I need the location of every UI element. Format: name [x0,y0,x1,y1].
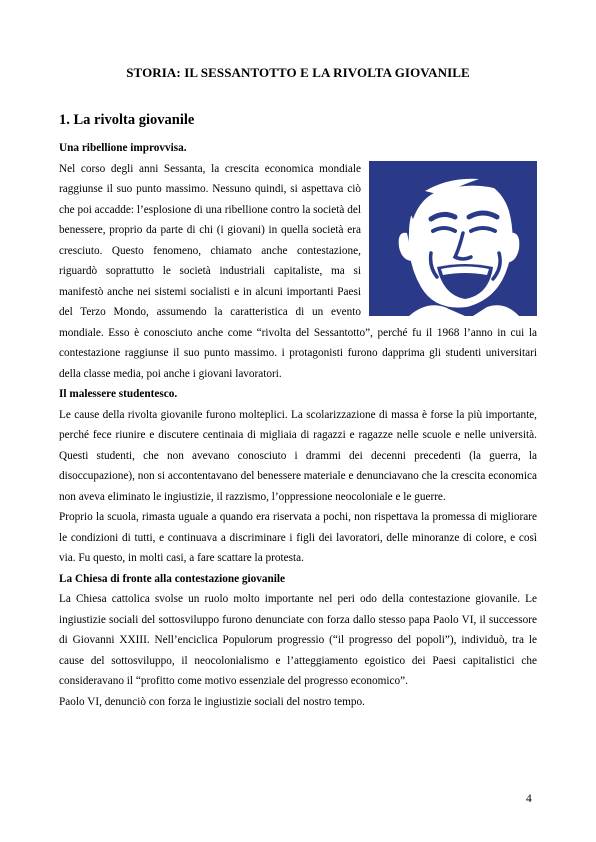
page-title: STORIA: IL SESSANTOTTO E LA RIVOLTA GIOVANILE [126,65,470,80]
portrait-illustration [369,161,537,316]
paragraph-malessere-1: Le cause della rivolta giovanile furono molteplici. La scolarizzazione di massa è forse la più importante, perché fece riunire e discutere centinaia di migliaia di ragazzi e ragazze nelle scuole e nelle università. Questi studenti, che non avevano conosciuto i drammi dei decenni precedenti (la guerra, la disoccupazione), non si accontentavano del benessere materiale e denunciavano che la crescita economica non aveva eliminato le ingiustizie, il razzismo, l’oppressione neocoloniale e le guerre. [59,408,537,503]
paragraph-ribellione: Nel corso degli anni Sessanta, la crescita economica mondiale raggiunse il suo punto massimo. Nessuno quindi, si aspettava ciò che poi accadde: l’esplosione di una ribellione contro la società del benessere, proprio da parte di chi (i giovani) in quella società era cresciuto. Questo fenomeno, chiamato anche contestazione, riguardò soprattutto le società industriali capitaliste, ma si manifestò anche nei sistemi socialisti e in alcuni importanti Paesi del Terzo Mondo, assumendo la caratteristica di un evento mondiale. Esso è conosciuto anche come “rivolta del Sessantotto”, perché fu il 1968 l’anno in cui la contestazione raggiunse il suo punto massimo. i protagonisti furono dapprima gli studenti universitari della classe media, poi anche i giovani lavoratori. [59,162,537,380]
page-number: 4 [526,793,532,805]
paragraph-chiesa-1: La Chiesa cattolica svolse un ruolo molto importante nel peri odo della contestazione giovanile. Le ingiustizie sociali del sottosviluppo furono denunciate con forza dallo stesso papa Paolo VI, il successore di Giovanni XXIII. Nell’enciclica Populorum progressio (“il progresso del popoli”), individuò, tra le cause del sottosviluppo, il neocolonialismo e l’atteggiamento egoistico dei Paesi capitalistici che consideravano il “profitto come motivo essenziale del progresso economico”. [59,593,537,687]
paragraph-malessere-2: Proprio la scuola, rimasta uguale a quando era riservata a pochi, non rispettava la promessa di migliorare le condizioni di tutti, e continuava a discriminare i figli dei lavoratori, delle minoranze di colore, e così via. Fu questo, in molti casi, a fare scattare la protesta. [59,511,537,564]
subheading-malessere: Il malessere studentesco. [59,388,178,400]
article-body [59,138,537,712]
subheading-ribellione: Una ribellione improvvisa. [59,142,187,154]
subheading-chiesa: La Chiesa di fronte alla contestazione giovanile [59,572,286,585]
paragraph-chiesa-2: Paolo VI, denunciò con forza le ingiustizie sociali del nostro tempo. [59,695,365,708]
section-heading: 1. La rivolta giovanile [59,112,195,128]
